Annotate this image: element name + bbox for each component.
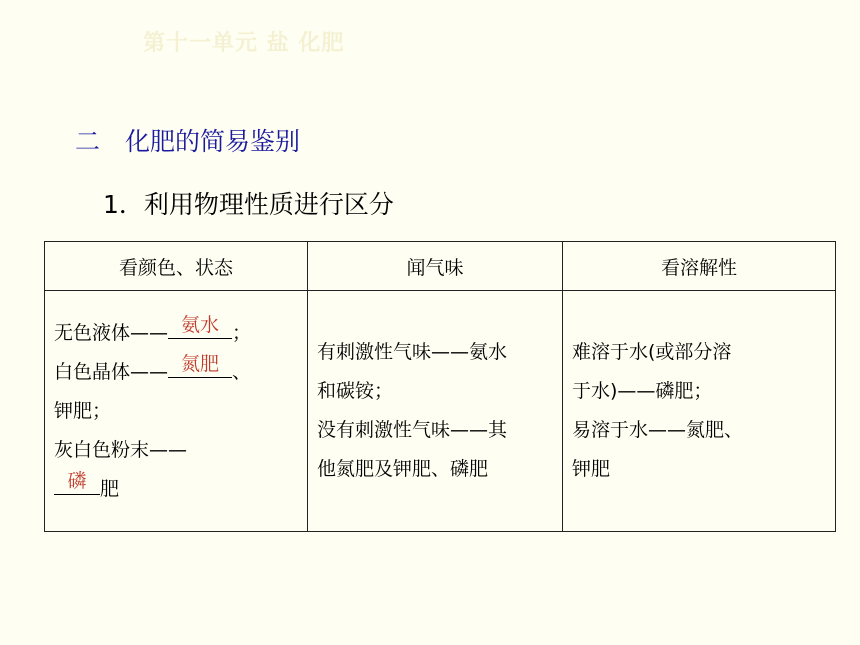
- cell-solubility: [563, 291, 836, 532]
- line: 灰白色粉末——: [54, 438, 188, 461]
- line: 和碳铵；: [317, 380, 394, 402]
- line: 有刺激性气味——氨水: [317, 341, 508, 363]
- answer-text: 氨水: [181, 313, 220, 336]
- header-solubility: 看溶解性: [563, 242, 836, 291]
- line: 易溶于水——氮肥、: [572, 419, 744, 441]
- answer-text: 磷: [67, 469, 87, 492]
- line: [54, 470, 298, 509]
- section-heading: 二 化肥的简易鉴别: [75, 127, 301, 156]
- answer-text: 氮肥: [181, 352, 220, 375]
- table-row: [45, 291, 836, 532]
- header-smell: 闻气味: [308, 242, 563, 291]
- line: [54, 353, 298, 392]
- text: 肥: [100, 477, 120, 500]
- subheading: 1．利用物理性质进行区分: [103, 190, 394, 219]
- table-header-row: [45, 242, 836, 291]
- line: [54, 314, 298, 353]
- line: 难溶于水(或部分溶: [572, 341, 732, 363]
- line: 钾肥: [572, 458, 611, 480]
- header-color-state: 看颜色、状态: [45, 242, 308, 291]
- text: ；: [232, 321, 252, 344]
- line: 他氮肥及钾肥、磷肥: [317, 458, 489, 480]
- slide-title: 第十一单元 盐 化肥: [143, 31, 345, 56]
- comparison-table: [44, 241, 836, 532]
- answer-blank: [168, 313, 232, 339]
- text: 白色晶体——: [54, 360, 169, 383]
- answer-blank: [54, 469, 100, 495]
- text: 无色液体——: [54, 321, 169, 344]
- line: 于水)——磷肥；: [572, 380, 713, 402]
- line: 没有刺激性气味——其: [317, 419, 508, 441]
- cell-smell: [308, 291, 563, 532]
- line: 钾肥；: [54, 399, 112, 422]
- text: 、: [232, 360, 252, 383]
- answer-blank: [168, 352, 232, 378]
- cell-color-state: [45, 291, 308, 532]
